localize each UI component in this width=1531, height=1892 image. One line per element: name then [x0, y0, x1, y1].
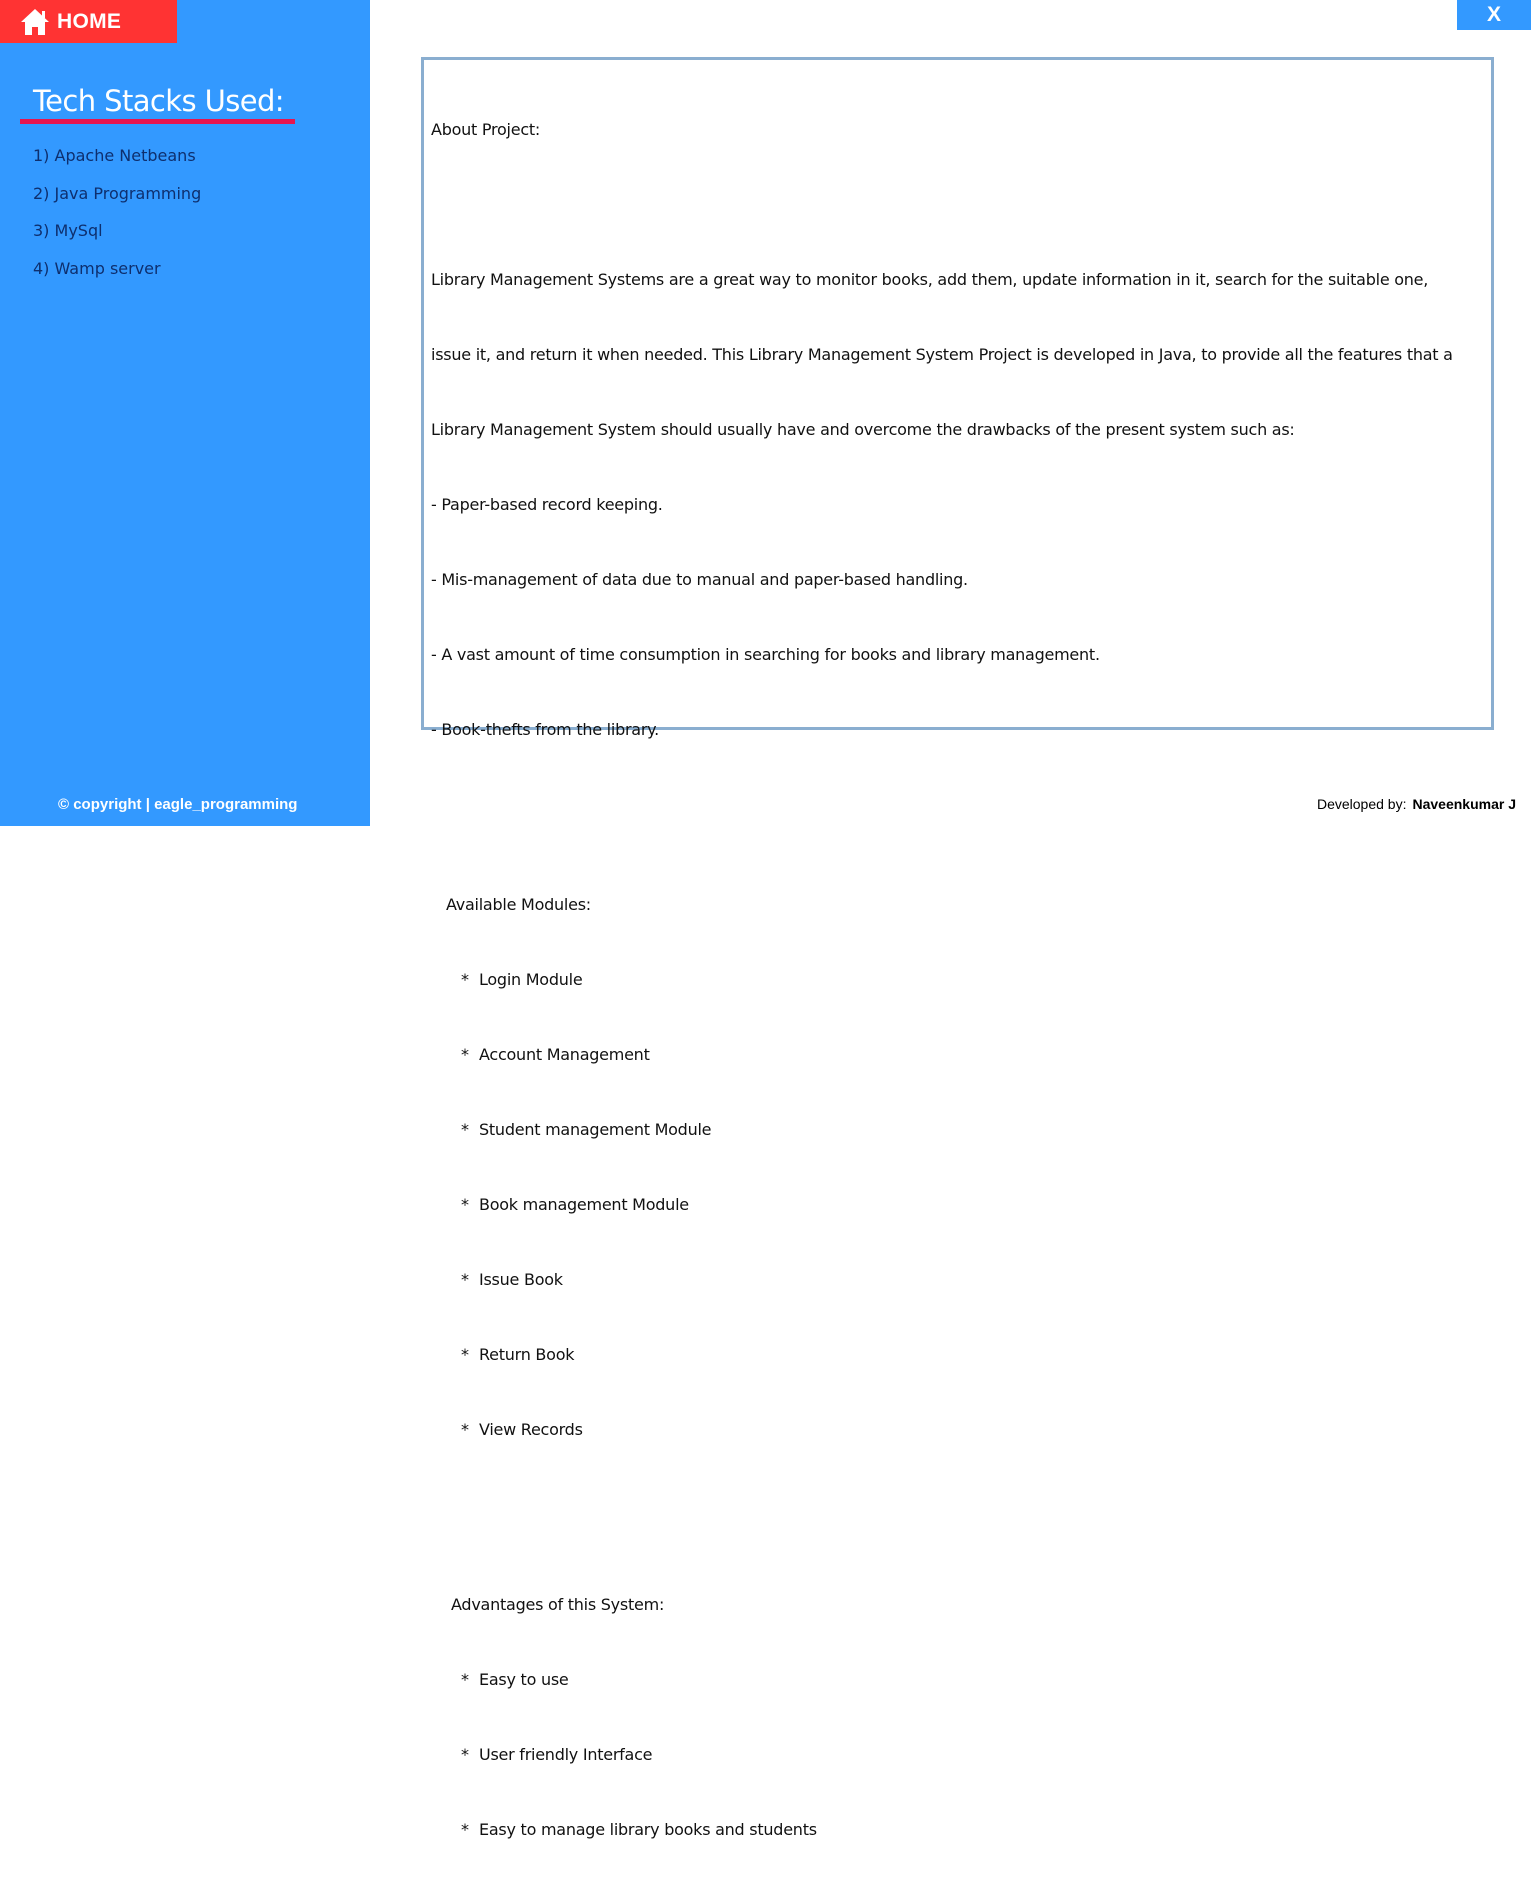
- module-item: * Book management Module: [461, 1195, 689, 1214]
- title-underline: [20, 119, 295, 124]
- home-label: HOME: [57, 9, 122, 33]
- sidebar: [0, 0, 370, 826]
- module-item: * Return Book: [461, 1345, 575, 1364]
- about-heading: About Project:: [431, 120, 541, 139]
- stack-item: 4) Wamp server: [33, 258, 161, 278]
- home-button[interactable]: [0, 0, 177, 43]
- module-item: * Student management Module: [461, 1120, 712, 1139]
- advantage-item: * Easy to manage library books and students: [461, 1820, 817, 1839]
- advantages-heading: Advantages of this System:: [451, 1595, 665, 1614]
- stack-item: 3) MySql: [33, 221, 103, 240]
- advantage-item: * Easy to use: [461, 1670, 569, 1689]
- developed-label: Developed by:: [1316, 796, 1407, 812]
- drawback-item: - A vast amount of time consumption in searching for books and library management.: [431, 645, 1100, 664]
- about-content: [431, 67, 1453, 1892]
- drawback-item: - Book-thefts from the library.: [431, 720, 659, 739]
- paragraph-line: Library Management System should usually have and overcome the drawbacks of the present system such as:: [431, 420, 1295, 439]
- close-button[interactable]: X: [1457, 0, 1531, 30]
- home-icon: [19, 7, 51, 37]
- paragraph-line: Library Management Systems are a great way to monitor books, add them, update information in it, search for the suitable one,: [431, 270, 1429, 289]
- developer-name: Naveenkumar J: [1412, 796, 1516, 812]
- module-item: * Issue Book: [461, 1270, 563, 1289]
- copyright-text: © copyright | eagle_programming: [58, 796, 298, 813]
- modules-heading: Available Modules:: [446, 895, 591, 914]
- paragraph-line: issue it, and return it when needed. This Library Management System Project is developed in Java, to provide all the features that a: [431, 345, 1453, 364]
- module-item: * View Records: [461, 1420, 583, 1439]
- module-item: * Login Module: [461, 970, 583, 989]
- stack-item: 1) Apache Netbeans: [33, 146, 196, 165]
- developed-by: [1317, 796, 1516, 812]
- tech-stacks-title: Tech Stacks Used:: [33, 84, 284, 118]
- stack-item: 2) Java Programming: [33, 183, 202, 203]
- drawback-item: - Paper-based record keeping.: [431, 495, 663, 514]
- advantage-item: * User friendly Interface: [461, 1745, 653, 1764]
- drawback-item: - Mis-management of data due to manual and paper-based handling.: [431, 570, 968, 589]
- module-item: * Account Management: [461, 1045, 650, 1064]
- tech-stack-list: [33, 145, 201, 295]
